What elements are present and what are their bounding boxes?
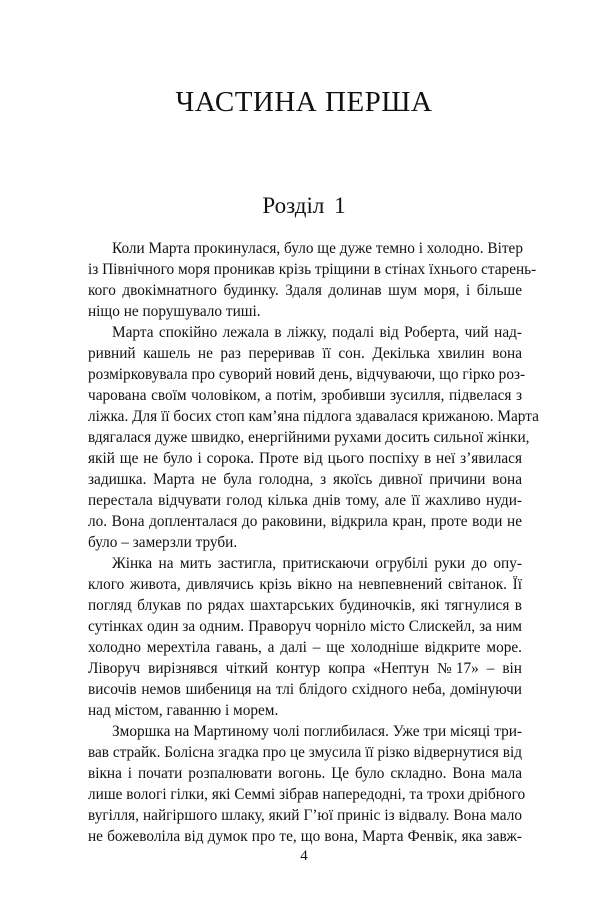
text-line: вдягалася дуже швидко, енергійними рухами досить сильної жінки, — [88, 429, 530, 446]
text-line: не божеволіла від думок про те, що вона, Марта Фенвік, яка завж- — [88, 828, 522, 845]
part-title: ЧАСТИНА ПЕРША — [175, 86, 433, 118]
text-line: лише вологі гілки, які Семмі зібрав напередодні, та трохи дрібного — [88, 786, 526, 803]
text-line: ліжка. Для її босих стоп кам’яна підлога здавалася крижаною. Марта — [88, 408, 539, 425]
chapter-title: Розділ 1 — [262, 193, 346, 218]
text-line: розмірковувала про суворий новий день, відчуваючи, що гірко роз- — [88, 366, 526, 383]
text-line: було – замерзли труби. — [88, 534, 238, 551]
text-line: якій ще не було і сорока. Проте від цього поспіху в неї з’явилася — [88, 450, 522, 467]
text-line: ривний кашель не раз переривав її сон. Декілька хвилин вона — [88, 345, 522, 362]
page-number: 4 — [300, 848, 308, 864]
paragraph — [88, 238, 537, 322]
text-line: ло. Вона допленталася до раковини, відкрила кран, проте води не — [88, 513, 522, 530]
text-line: чарована своїм чоловіком, а потім, зробивши зусилля, підвелася з — [88, 387, 522, 404]
text-line: клого живота, дивлячись крізь вікно на невпевнений світанок. Її — [88, 576, 522, 593]
text-line: погляд блукав по рядах шахтарських будиночків, які тягнулися в — [88, 597, 522, 614]
text-line: Коли Марта прокинулася, було ще дуже темно і холодно. Вітер — [112, 240, 523, 257]
text-line: вугілля, найгіршого шлаку, який Г’юї приніс із відвалу. Вона мало — [88, 807, 522, 824]
paragraph — [88, 322, 539, 553]
text-line: Ліворуч вирізнявся чіткий контур копра «Нептун №17» – він — [88, 660, 522, 677]
text-line: ніщо не порушувало тиші. — [88, 303, 261, 320]
text-line: височів немов шибениця на тлі блідого східного неба, домінуючи — [88, 681, 522, 698]
text-line: Зморшка на Мартиному чолі поглибилася. Уже три місяці три- — [112, 723, 522, 740]
text-line: задишка. Марта не була голодна, з якоїсь дивної причини вона — [88, 471, 522, 488]
paragraph — [88, 553, 522, 721]
text-line: вав страйк. Болісна згадка про це змусила її різко відвернутися від — [88, 744, 522, 761]
text-line: кого двокімнатного будинку. Здаля долинав шум моря, і більше — [88, 282, 522, 299]
paragraph — [88, 721, 526, 847]
text-line: Жінка на мить застигла, притискаючи огрубілі руки до опу- — [112, 555, 522, 572]
text-line: із Північного моря проникав крізь тріщини в стінах їхнього старень- — [88, 261, 537, 278]
text-line: сутінках один за одним. Праворуч чорніло місто Слискейл, за ним — [88, 618, 522, 635]
text-line: перестала відчувати голод кілька днів тому, але її жахливо нуди- — [88, 492, 522, 509]
text-line: Марта спокійно лежала в ліжку, подалі від Роберта, чий над- — [112, 324, 522, 341]
text-line: холодно мерехтіла гавань, а далі – ще холодніше відкрите море. — [88, 639, 522, 656]
body-text — [88, 238, 539, 847]
text-line: над містом, гаванню і морем. — [88, 702, 279, 719]
text-line: вікна і почати розпалювати вогонь. Це було складно. Вона мала — [88, 765, 522, 782]
